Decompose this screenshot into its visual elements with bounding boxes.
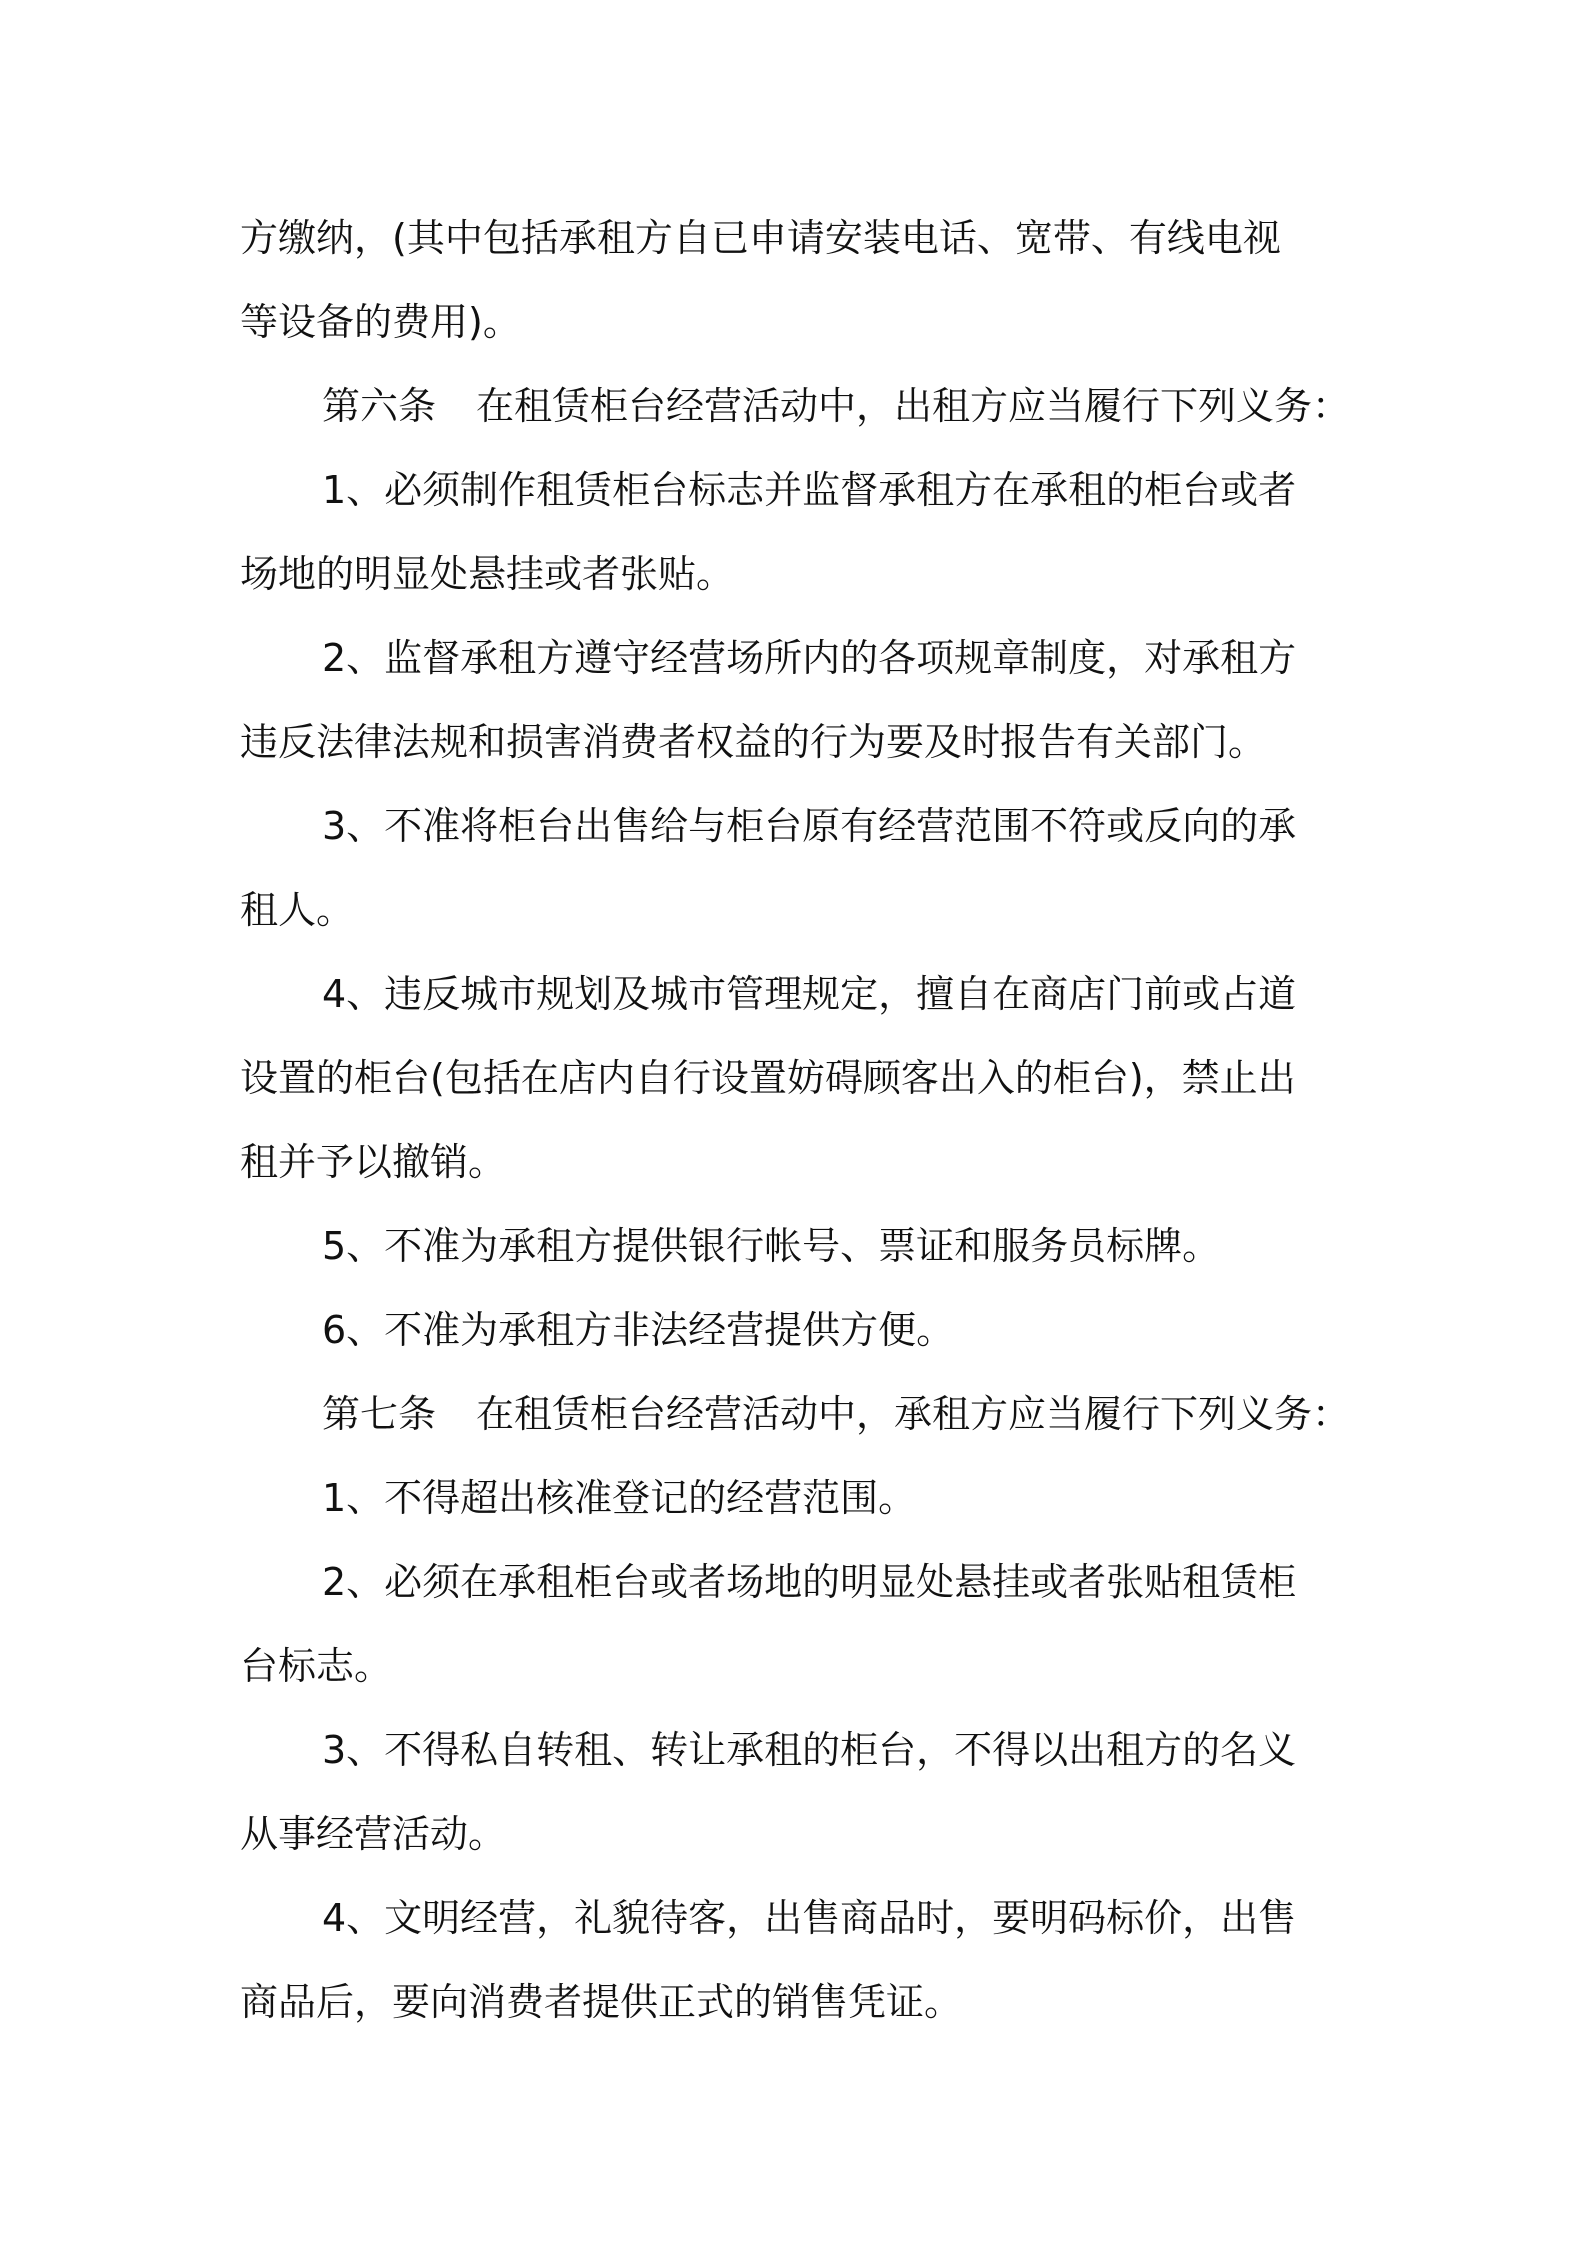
text-line: 台标志。: [240, 1644, 393, 1688]
text-line: 设置的柜台(包括在店内自行设置妨碍顾客出入的柜台)，禁止出: [240, 1056, 1296, 1100]
text-line: 5、不准为承租方提供银行帐号、票证和服务员标牌。: [322, 1224, 1221, 1268]
text-line: 1、必须制作租赁柜台标志并监督承租方在承租的柜台或者: [322, 468, 1297, 512]
text-line: 4、违反城市规划及城市管理规定，擅自在商店门前或占道: [322, 972, 1297, 1016]
article-label: 第六条: [322, 384, 437, 428]
article-6-heading: [240, 364, 1370, 448]
article-text: 在租赁柜台经营活动中，承租方应当履行下列义务：: [476, 1392, 1351, 1436]
text-line: 租人。: [240, 888, 355, 932]
text-line: 违反法律法规和损害消费者权益的行为要及时报告有关部门。: [240, 720, 1267, 764]
article-7-heading: [240, 1372, 1370, 1456]
article-label: 第七条: [322, 1392, 437, 1436]
text-line: 从事经营活动。: [240, 1812, 507, 1856]
text-line: 方缴纳，(其中包括承租方自已申请安装电话、宽带、有线电视: [240, 216, 1281, 260]
text-line: 租并予以撤销。: [240, 1140, 507, 1184]
article-text: 在租赁柜台经营活动中，出租方应当履行下列义务：: [476, 384, 1351, 428]
text-line: 2、必须在承租柜台或者场地的明显处悬挂或者张贴租赁柜: [322, 1560, 1297, 1604]
document-body: [240, 196, 1370, 2044]
text-line: 2、监督承租方遵守经营场所内的各项规章制度，对承租方: [322, 636, 1297, 680]
text-line: 3、不准将柜台出售给与柜台原有经营范围不符或反向的承: [322, 804, 1297, 848]
text-line: 3、不得私自转租、转让承租的柜台，不得以出租方的名义: [322, 1728, 1297, 1772]
text-line: 场地的明显处悬挂或者张贴。: [240, 552, 735, 596]
text-line: 1、不得超出核准登记的经营范围。: [322, 1476, 917, 1520]
text-line: 6、不准为承租方非法经营提供方便。: [322, 1308, 955, 1352]
text-line: 4、文明经营，礼貌待客，出售商品时，要明码标价，出售: [322, 1896, 1297, 1940]
text-line: 商品后，要向消费者提供正式的销售凭证。: [240, 1980, 963, 2024]
text-line: 等设备的费用)。: [240, 300, 521, 344]
